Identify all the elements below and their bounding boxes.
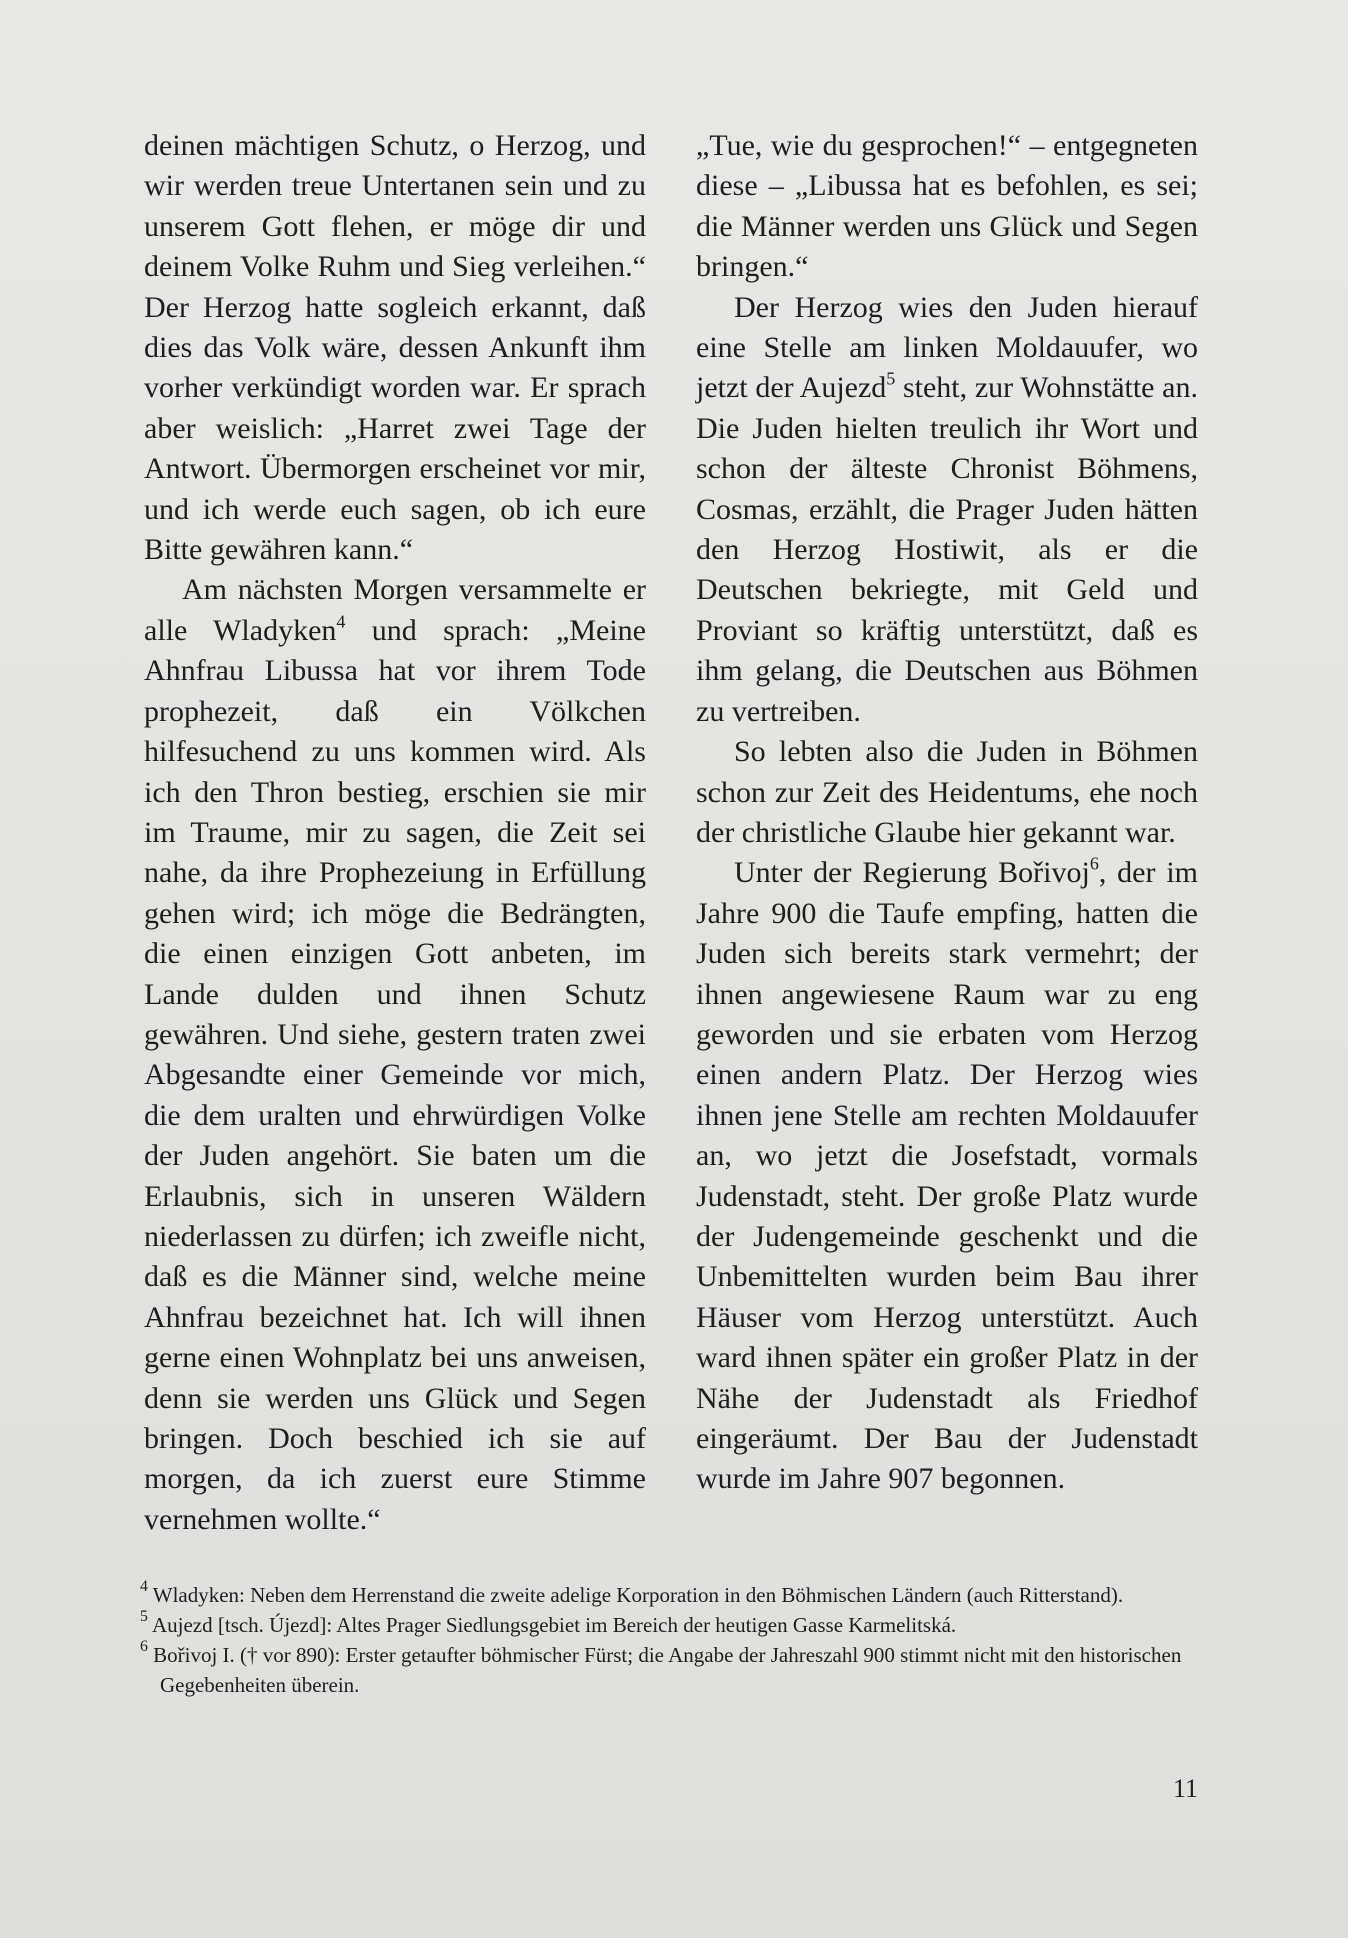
text-run: , der im Jahre 900 die Taufe empfing, hatten die Juden sich bereits stark vermehrt; der ihnen angewiesene Raum war zu eng geworden und sie erbaten vom Herzog einen andern Platz. Der Herzog wies ihnen jene Stelle am rechten Moldauufer an, wo jetzt die Josefstadt, vormals Judenstadt, steht. Der große Platz wurde der Judengemeinde geschenkt und die Unbemittelten wurden beim Bau ihrer Häuser vom Herzog unterstützt. Auch ward ihnen später ein großer Platz in der Nähe der Judenstadt als Friedhof eingeräumt. Der Bau der Judenstadt wurde im Jahre 907 begonnen. [696,856,1198,1496]
footnote-text: Aujezd [tsch. Újezd]: Altes Prager Siedlungsgebiet im Bereich der heutigen Gasse Karmelitská. [151,1613,957,1637]
footnote [140,1637,1200,1700]
footnote [140,1607,1200,1640]
right-column [696,126,1198,1500]
paragraph [696,853,1198,1500]
footnote-ref-4: 4 [336,611,346,632]
footnotes [140,1577,1200,1700]
text-run: steht, zur Wohnstätte an. Die Juden hielten treulich ihr Wort und schon der älteste Chronist Böhmens, Cosmas, erzählt, die Prager Juden hätten den Herzog Hostiwit, als er die Deutschen bekriegte, mit Geld und Proviant so kräftig unterstützt, daß es ihm gelang, die Deutschen aus Böhmen zu vertreiben. [696,371,1198,728]
paragraph [144,570,646,1540]
footnote-text: Bořivoj I. († vor 890): Erster getaufter böhmischer Fürst; die Angabe der Jahreszahl 900 stimmt nicht mit den historischen Gegebenheiten überein. [153,1643,1182,1697]
footnote-ref-6: 6 [1089,853,1099,874]
text-run: und sprach: „Meine Ahnfrau Libussa hat vor ihrem Tode prophezeit, daß ein Völkchen hilfesuchend zu uns kommen wird. Als ich den Thron bestieg, erschien sie mir im Traume, mir zu sagen, die Zeit sei nahe, da ihre Prophezeiung in Erfüllung gehen wird; ich möge die Bedrängten, die einen einzigen Gott anbeten, im Lande dulden und ihnen Schutz gewähren. Und siehe, gestern traten zwei Abgesandte einer Gemeinde vor mich, die dem uralten und ehrwürdigen Volke der Juden angehört. Sie baten um die Erlaubnis, sich in unseren Wäldern niederlassen zu dürfen; ich zweifle nicht, daß es die Männer sind, welche meine Ahnfrau bezeichnet hat. Ich will ihnen gerne einen Wohnplatz bei uns anweisen, denn sie werden uns Glück und Segen bringen. Doch beschied ich sie auf morgen, da ich zuerst eure Stimme vernehmen wollte.“ [144,613,646,1536]
paragraph: „Tue, wie du gesprochen!“ – entgegneten diese – „Libussa hat es befohlen, es sei; die Männer werden uns Glück und Segen bringen.“ [696,129,1198,284]
paragraph: So lebten also die Juden in Böhmen schon zur Zeit des Heidentums, ehe noch der christliche Glaube hier gekannt war. [696,735,1198,849]
page-number: 11 [1172,1774,1198,1803]
left-column [144,126,646,1540]
paragraph [696,288,1198,732]
text-run: Der Herzog wies den Juden hierauf eine Stelle am linken Moldauufer, wo jetzt der Aujezd [696,290,1198,405]
footnote [140,1577,1200,1610]
text-run: Unter der Regierung Bořivoj [734,856,1090,890]
paragraph: deinen mächtigen Schutz, o Herzog, und wir werden treue Untertanen sein und zu unserem Gott flehen, er möge dir und deinem Volke Ruhm und Sieg verleihen.“ Der Herzog hatte sogleich erkannt, daß dies das Volk wäre, dessen Ankunft ihm vorher verkündigt worden war. Er sprach aber weislich: „Harret zwei Tage der Antwort. Übermorgen erscheinet vor mir, und ich werde euch sagen, ob ich eure Bitte gewähren kann.“ [144,129,646,567]
footnote-ref-5: 5 [886,368,896,389]
footnote-number: 6 [140,1637,148,1655]
footnote-number: 4 [140,1577,148,1595]
footnote-text: Wladyken: Neben dem Herrenstand die zweite adelige Korporation in den Böhmischen Ländern (auch Ritterstand). [152,1583,1124,1607]
footnote-number: 5 [140,1607,148,1625]
text-run: Am nächsten Morgen versammelte er alle Wladyken [144,573,646,647]
